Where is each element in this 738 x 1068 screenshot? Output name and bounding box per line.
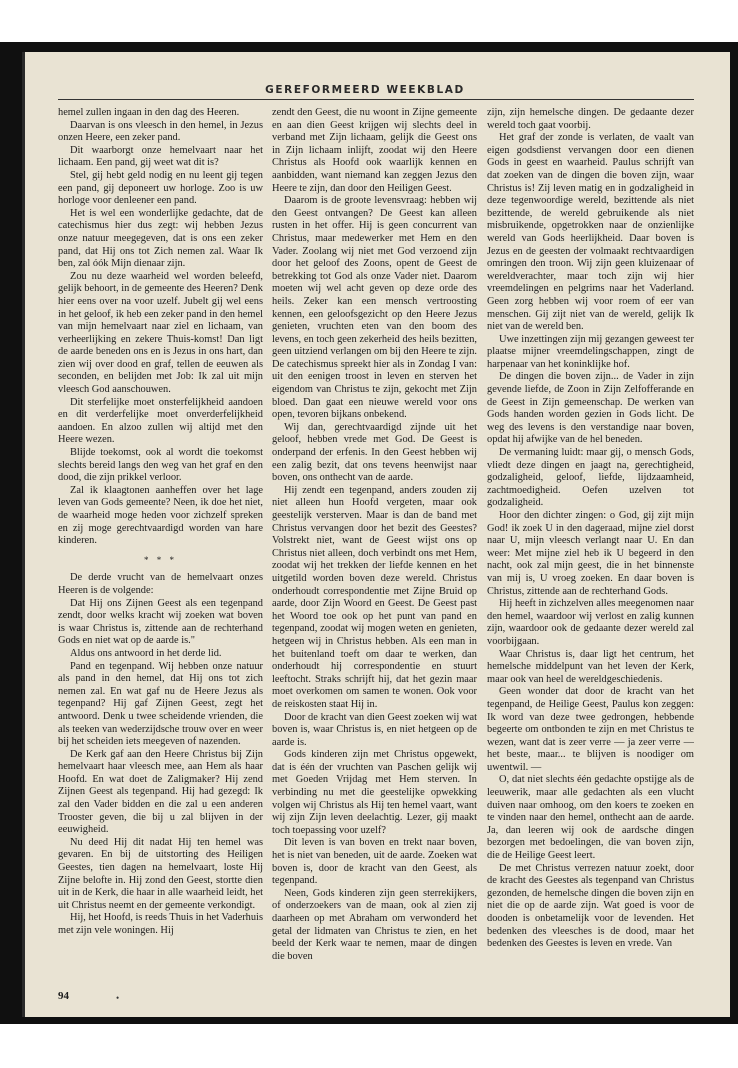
paragraph: Gods kinderen zijn met Christus opgewekt, dat is één der vruchten van Paschen gelijk wij met Goeden Vrijdag met Hem sterven. In verbinding nu met die geestelijke opwekking volgen wij Christus als Hij ten hemel vaart, want wij zijn Zijn leven deelachtig. Lezer, gij maakt toch toepassing voor uzelf? — [272, 749, 477, 836]
paragraph: De dingen die boven zijn... de Vader in zijn gevende liefde, de Zoon in Zijn Zelfofferande en de Geest in Zijn gemeenschap. De werken van Gods handen worden gezien in Gods licht. De weg des levens is den verstandige naar boven, opdat hij afwijke van de hel beneden. — [487, 371, 694, 446]
paragraph: Geen wonder dat door de kracht van het tegenpand, de Heilige Geest, Paulus kon zeggen: Ik word van deze twee gedrongen, hebbende begeerte om ontbonden te zijn en met Christus te wezen, want dat is zeer verre — ja zeer verre — het beste, maar... te blijven is noodiger om uwentwil. — — [487, 686, 694, 773]
text-column-left — [58, 107, 263, 973]
paragraph: Dit sterfelijke moet onsterfelijkheid aandoen en dit verderfelijke moet onverderfelijkheid aandoen. En alzoo zullen wij altijd met den Heere wezen. — [58, 396, 263, 446]
paragraph: Dat Hij ons Zijnen Geest als een tegenpand zendt, door welks kracht wij zoeken wat boven is waar Christus is, zittende aan de rechterhand Gods en niet wat op de aarde is." — [58, 597, 263, 647]
paragraph: Hij zendt een tegenpand, anders zouden zij niet alleen hun Hoofd vergeten, maar ook geestelijk versterven. Maar is dan de band met Christus vervangen door het bezit des Geestes? Volstrekt niet, want de Geest wijst ons op Christus niet alleen, doch verbindt ons met Hem, zoodat wij het trekken der liefde kennen en het uitgetild worden boven deze wereld. Christus onderhoudt correspondentie met Zijne Bruid op aarde, door Zijn Woord en Geest. De Geest past het Woord toe ook op het punt van pand en tegenpand, zoodat wij mogen weten en genieten, hetgeen wij in Christus hebben. Als een man in het buitenland toeft om daar te werken, dan onderhoudt hij correspondentie en stuurt leeftocht. Straks schrijft hij, dat het gezin maar moet overkomen om samen te wonen. Ook voor de reiskosten staat Hij in. — [272, 484, 477, 710]
paragraph: De derde vrucht van de hemelvaart onzes Heeren is de volgende: — [58, 572, 263, 596]
paragraph: hemel zullen ingaan in den dag des Heeren. — [58, 107, 240, 118]
paragraph: Zal ik klaagtonen aanheffen over het lage leven van Gods gemeente? Neen, ik doe het niet, de waarheid moge heden voor zichzelf spreken en zij moge gerechtvaardigd worden van hare kinderen. — [58, 484, 263, 547]
paragraph: Hoor den dichter zingen: o God, gij zijt mijn God! ik zoek U in den dageraad, mijne ziel dorst naar U, mijn vleesch verlangt naar U. En dan weer: Met mijne ziel heb ik U begeerd in den nacht, ook zal mijn geest, die in het binnenste van mij is, U vroeg zoeken. En daar boven is Christus, zittende aan de rechterhand Gods. — [487, 510, 694, 597]
text-column-right — [487, 107, 694, 973]
paragraph: Uwe inzettingen zijn mij gezangen geweest ter plaatse mijner vreemdelingschappen, zingt de harpenaar van het koninklijke hof. — [487, 333, 694, 370]
footer-mark: • — [116, 993, 120, 1003]
paragraph: Stel, gij hebt geld nodig en nu leent gij tegen een pand, gij deponeert uw horloge. Zoo is uw horloge voor denleener een pand. — [58, 169, 263, 207]
paragraph: Hij, het Hoofd, is reeds Thuis in het Vaderhuis met zijn vele woningen. Hij — [58, 912, 263, 936]
paragraph: Hij heeft in zichzelven alles meegenomen naar den hemel, waardoor wij verlost en zalig kunnen zijn, waardoor ook de gedaante dezer wereld zal voorbijgaan. — [487, 598, 694, 647]
paragraph: zijn, zijn hemelsche dingen. De gedaante dezer wereld toch gaat voorbij. — [487, 107, 694, 131]
paragraph: zendt den Geest, die nu woont in Zijne gemeente en aan dien Geest krijgen wij slechts deel in verband met Zijn lichaam, gelijk die Geest ons in Zijn lichaam inlijft, zoodat wij den Heere Christus als Hoofd ook waarlijk kennen en aanbidden, want niemand kan zeggen Jezus den Heere te zijn, dan door den Heiligen Geest. — [272, 107, 477, 194]
paragraph: De Kerk gaf aan den Heere Christus bij Zijn hemelvaart haar vleesch mee, aan Hem als haar Hoofd. En wat doet de Zaligmaker? Hij zend Zijnen Geest als tegenpand. Hij had gezegd: Ik zal den Vader bidden en die zal u een anderen Trooster geven, die bij u zal blijven in der eeuwigheid. — [58, 748, 263, 836]
text-column-middle — [272, 107, 477, 973]
paragraph: Pand en tegenpand. Wij hebben onze natuur als pand in den hemel, dat Hij ons tot zich nemen zal. En wat gaf nu de Heere Jezus als tegenpand? Hij gaf Zijnen Geest, zegt het antwoord. Denk u twee scheidende vrienden, die als teeken van wederzijdsche trouw over en weer bij het scheiden iets meegeven of nazenden. — [58, 660, 263, 748]
paragraph: Aldus ons antwoord in het derde lid. — [70, 647, 222, 659]
paragraph: Nu deed Hij dit nadat Hij ten hemel was gevaren. En bij de uitstorting des Heiligen Geestes, tien dagen na hemelvaart, loste Hij Zijne belofte in. Hij zond den Geest, stortte dien uit in de Kerk, die haar in alle waarheid leidt, het uit Christus neemt en der gemeente verkondigt. — [58, 836, 263, 911]
paragraph: Dit leven is van boven en trekt naar boven, het is niet van beneden, uit de aarde. Zoeken wat boven is, door de kracht van den Geest, als tegenpand. — [272, 837, 477, 887]
page-header: GEREFORMEERD WEEKBLAD — [265, 84, 465, 96]
paragraph: Zou nu deze waarheid wel worden beleefd, gelijk behoort, in de gemeente des Heeren? Denk hier eens over na voor uzelf. Jubelt gij wel eens in het geloof, ik heb een zeker pand in den hemel van mijn hemelvaart naar ziel en lichaam, van verheerlijking en zekere Thuis-komst! Dan ligt de aarde beneden ons en is Jezus in ons hart, dan zien wij over dood en graf, tellen de eeuwen als seconden, en belijden met Job: Ik zal uit mijn vleesch God aanschouwen. — [58, 270, 263, 396]
paragraph: Waar Christus is, daar ligt het centrum, het hemelsche middelpunt van het leven der Kerk, maar ook van heel de wereldgeschiedenis. — [487, 648, 694, 685]
paragraph: Daarom is de groote levensvraag: hebben wij den Geest ontvangen? De Geest kan alleen rusten in het offer. Hij is geen concurrent van Christus, maar medewerker met Hem en den Vader. Zoolang wij niet met God verzoend zijn door het geloof des Zoons, opent de Geest de betrekking tot God als onze Vader niet. Daarom moeten wij wel acht geven op deze orde des heils. Zeker kan een mensch vertroosting kennen, een geloofsgezicht op den Heere Jezus genieten, vruchten eten van den boom des levens, en toch geen zekerheid des heils bezitten, geen uitziend verlangen om bij den Heere te zijn. De catechismus spreekt hier als in Zondag I van: uit den eenigen troost in leven en sterven het eigendom van Christus te zijn, gekocht met Zijn bloed. Dan gaat een nieuwe wereld voor ons open, tevoren bijkans onbekend. — [272, 195, 477, 421]
paragraph: Blijde toekomst, ook al wordt die toekomst slechts bereid langs den weg van het graf en den dood, die zijn prikkel verloor. — [58, 447, 263, 484]
paragraph: Daarvan is ons vleesch in den hemel, in Jezus onzen Heere, een zeker pand. — [58, 119, 263, 144]
paragraph: Dit waarborgt onze hemelvaart naar het lichaam. Een pand, gij weet wat dit is? — [58, 144, 263, 169]
paragraph: Het is wel een wonderlijke gedachte, dat de catechismus hier dus zegt: wij hebben Jezus onze natuur meegegeven, dat is ons een zeker pand, dat Hij ons tot Zich nemen zal. Waar Ik ben, zal óók Mijn dienaar zijn. — [58, 207, 263, 270]
paragraph: De vermaning luidt: maar gij, o mensch Gods, vliedt deze dingen en jaagt na, gerechtigheid, godzaligheid, geloof, liefde, lijdzaamheid, zachtmoedigheid. Oefen uzelven tot godzaligheid. — [487, 447, 694, 509]
paragraph: Het graf der zonde is verlaten, de vaalt van eigen godsdienst vervangen door een dienen Gods in geest en waarheid. Paulus schrijft van dat zoeken van de dingen die boven zijn, waar Christus is! Zij leven matig en in godzaligheid in deze tegenwoordige wereld, bezittende als niet bezittende, de wereld gebruikende als niet misbruikende, opgetrokken naar de onzienlijke wereld van Gods heerlijkheid. Daar boven is Jezus en de geesten der volmaakt rechtvaardigen omringen den troon. Wij zijn geen kluizenaar of wereldverachter, maar toch zijn wij hier vreemdelingen en pelgrims naar het Vaderland. Geen zorg hebben wij voor roem of eer van menschen. Gij zijt niet van de wereld, gelijk Ik niet van de wereld ben. — [487, 132, 694, 333]
header-rule — [58, 99, 694, 100]
paragraph: Door de kracht van dien Geest zoeken wij wat boven is, waar Christus is, en niet hetgeen op de aarde is. — [272, 711, 477, 748]
section-separator: * * * — [144, 554, 177, 565]
paragraph: Neen, Gods kinderen zijn geen sterrekijkers, of onderzoekers van de maan, ook al zien zij daarheen op met Abraham om verwonderd het getal der lidmaten van Christus te zien, en het beeld der Kerk waar te nemen, maar de dingen die boven — [272, 887, 477, 962]
paragraph: O, dat niet slechts één gedachte opstijge als de leeuwerik, maar alle gedachten als een vlucht duiven naar omhoog, om den koers te zoeken en te vinden naar den hemel, onthecht aan de aarde. Ja, dan leeren wij ook de aardsche dingen bezorgen met bedoelingen, die van boven zijn, die de Heilige Geest leert. — [487, 774, 694, 862]
paragraph: Wij dan, gerechtvaardigd zijnde uit het geloof, hebben vrede met God. De Geest is onderpand der erfenis. In den Geest hebben wij een zalig bezit, dat ons tevens heenwijst naar boven, ons onthecht van de aarde. — [272, 421, 477, 484]
page-number: 94 — [58, 990, 69, 1002]
paragraph: De met Christus verrezen natuur zoekt, door de kracht des Geestes als tegenpand van Christus gezonden, de hemelsche dingen die boven zijn en niet die op de aarde zijn. Wat goed is voor de dooden is onbetamelijk voor de levenden. Het bedenken des vleesches is de dood, maar het bedenken des Geestes is leven en vrede. Van — [487, 862, 694, 950]
